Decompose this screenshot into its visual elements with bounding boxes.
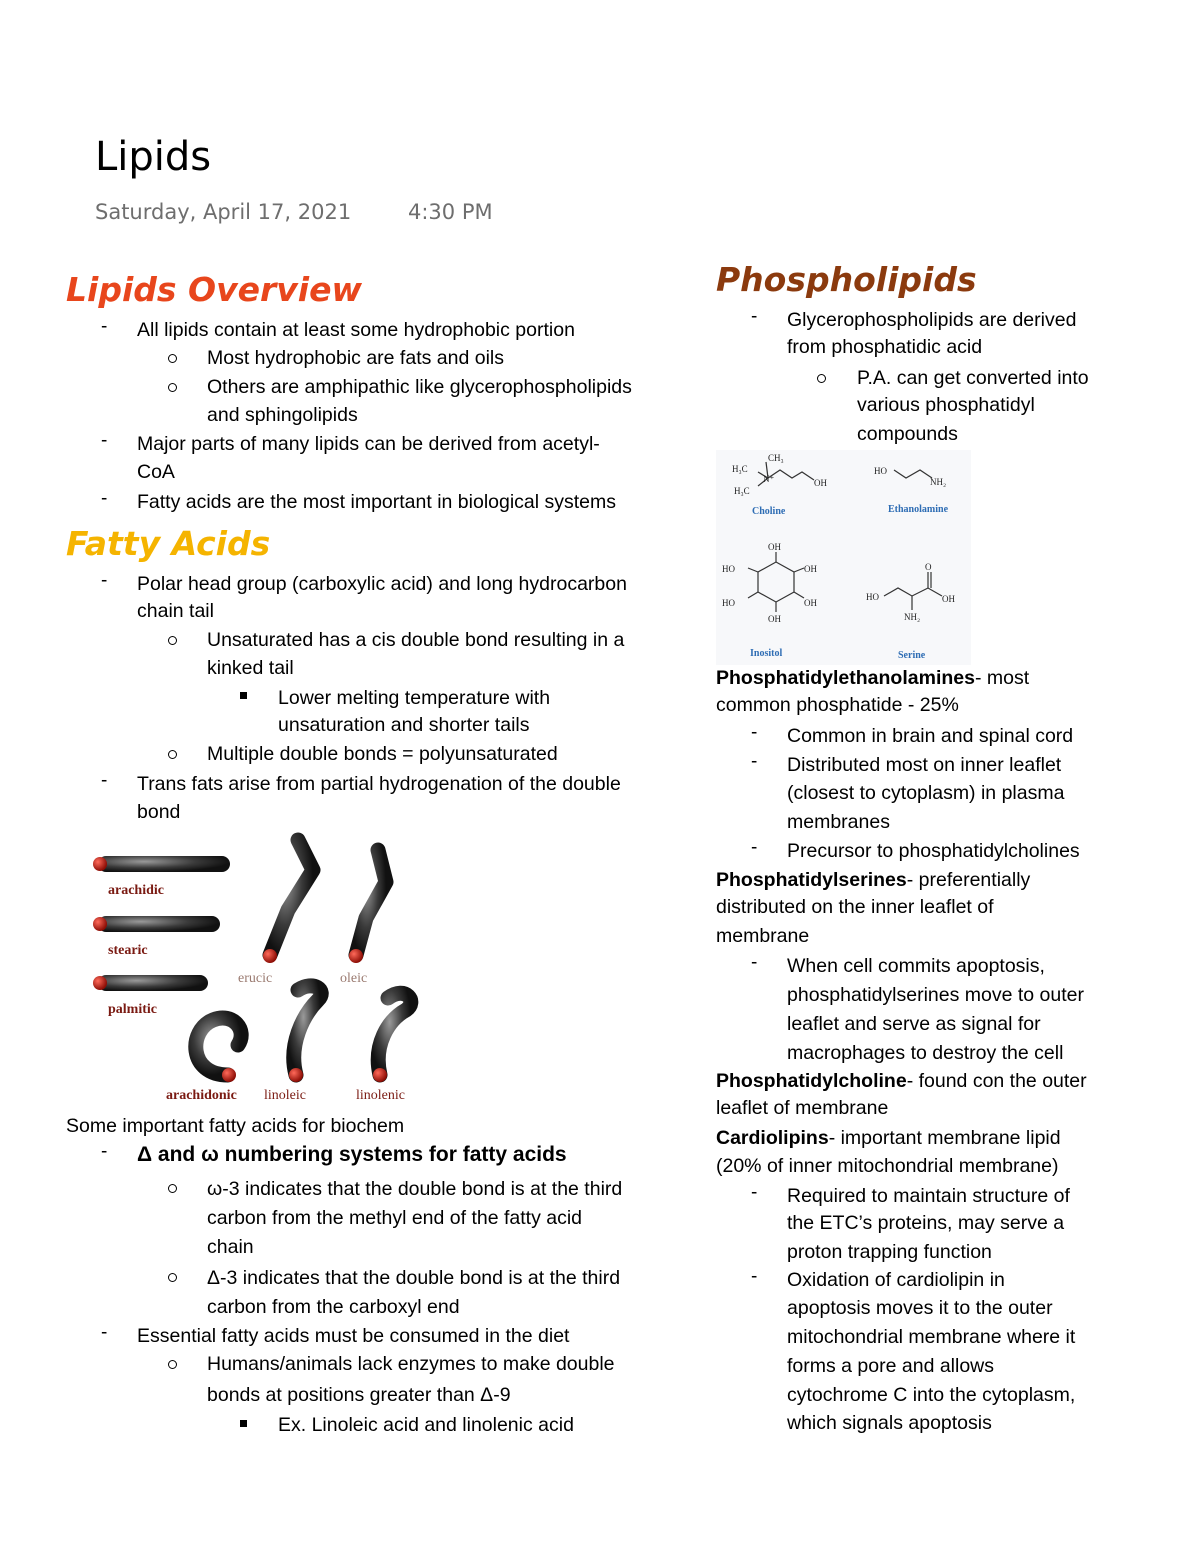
dash-bullet: - <box>101 570 108 591</box>
svg-text:H₃C: H₃C <box>734 486 750 496</box>
erucic-model <box>270 840 313 955</box>
label-erucic: erucic <box>238 971 273 986</box>
fatty-line-5b: bond <box>137 801 181 823</box>
svg-text:OH: OH <box>768 542 781 552</box>
fatty-line-3b: unsaturation and shorter tails <box>278 714 530 736</box>
svg-text:OH: OH <box>942 594 955 604</box>
pc-title-rest: - found con the outer <box>906 1070 1087 1092</box>
essential-line-3: Ex. Linoleic acid and linolenic acid <box>278 1414 574 1436</box>
svg-text:HO: HO <box>722 564 735 574</box>
fatty-line-4: Multiple double bonds = polyunsaturated <box>207 743 558 765</box>
label-inositol: Inositol <box>750 648 783 659</box>
svg-text:H₃C: H₃C <box>732 464 748 474</box>
fatty-line-2a: Unsaturated has a cis double bond resulting in a <box>207 629 625 651</box>
palmitic-model <box>93 975 208 991</box>
lipids-overview-heading: Lipids Overview <box>66 270 362 309</box>
linoleic-model <box>294 986 321 1075</box>
phospho-line-2b: various phosphatidyl <box>857 394 1035 416</box>
oleic-model <box>356 850 386 955</box>
dash-bullet: - <box>101 430 108 451</box>
overview-line-4b: CoA <box>137 461 175 483</box>
pc-heading-line <box>716 1067 1087 1095</box>
figure-caption: Some important fatty acids for biochem <box>66 1115 405 1137</box>
pe-bullet-1: Common in brain and spinal cord <box>787 725 1074 747</box>
cl-bullet-2e: cytochrome C into the cytoplasm, <box>787 1384 1076 1406</box>
dash-bullet: - <box>751 751 758 772</box>
ps-bullet-1a: When cell commits apoptosis, <box>787 955 1045 977</box>
cl-bullet-1b: the ETC’s proteins, may serve a <box>787 1212 1065 1234</box>
pe-title: Phosphatidylethanolamines <box>716 667 975 689</box>
label-arachidic: arachidic <box>108 883 164 898</box>
label-linoleic: linoleic <box>264 1088 306 1103</box>
label-ethanolamine: Ethanolamine <box>888 504 949 515</box>
dash-bullet: - <box>101 1141 108 1162</box>
svg-text:CH₃: CH₃ <box>768 453 784 463</box>
fatty-line-1a: Polar head group (carboxylic acid) and long hydrocarbon <box>137 573 627 595</box>
fatty-line-5a: Trans fats arise from partial hydrogenation of the double <box>137 773 621 795</box>
phospholipids-heading: Phospholipids <box>716 260 977 299</box>
numbering-line-3b: carbon from the carboxyl end <box>207 1296 460 1318</box>
dash-bullet: - <box>751 952 758 973</box>
page-title: Lipids <box>95 134 212 180</box>
phospho-line-1b: from phosphatidic acid <box>787 336 983 358</box>
ps-title: Phosphatidylserines <box>716 869 907 891</box>
circle-bullet <box>817 374 826 383</box>
ps-line-b: distributed on the inner leaflet of <box>716 896 994 918</box>
label-palmitic: palmitic <box>108 1002 157 1017</box>
dash-bullet: - <box>751 837 758 858</box>
label-choline: Choline <box>752 506 786 517</box>
pe-title-rest: - most <box>974 667 1030 689</box>
arachidic-model <box>93 856 230 872</box>
fatty-line-1b: chain tail <box>137 600 214 622</box>
dash-bullet: - <box>101 488 108 509</box>
pe-line-b: common phosphatide - 25% <box>716 694 959 716</box>
dash-bullet: - <box>751 1266 758 1287</box>
numbering-line-2a: ω-3 indicates that the double bond is at the third <box>207 1178 623 1200</box>
circle-bullet <box>168 636 177 645</box>
svg-text:N⁺: N⁺ <box>763 474 775 484</box>
pe-bullet-2a: Distributed most on inner leaflet <box>787 754 1062 776</box>
linolenic-model <box>378 993 411 1075</box>
svg-text:NH₂: NH₂ <box>904 612 921 622</box>
numbering-line-2c: chain <box>207 1236 254 1258</box>
page-date: Saturday, April 17, 2021 <box>95 200 352 224</box>
cl-bullet-2c: mitochondrial membrane where it <box>787 1326 1076 1348</box>
dash-bullet: - <box>751 1182 758 1203</box>
overview-line-1: All lipids contain at least some hydrophobic portion <box>137 319 575 341</box>
dash-bullet: - <box>101 770 108 791</box>
circle-bullet <box>168 1360 177 1369</box>
label-arachidonic: arachidonic <box>166 1088 237 1103</box>
svg-text:HO: HO <box>722 598 735 608</box>
phospho-line-1a: Glycerophospholipids are derived <box>787 309 1077 331</box>
numbering-line-3a: Δ-3 indicates that the double bond is at the third <box>207 1267 621 1289</box>
essential-line-2a: Humans/animals lack enzymes to make double <box>207 1353 615 1375</box>
svg-text:HO: HO <box>874 466 887 476</box>
cl-bullet-2d: forms a pore and allows <box>787 1355 995 1377</box>
arachidonic-model <box>196 1018 241 1075</box>
pe-bullet-3: Precursor to phosphatidylcholines <box>787 840 1080 862</box>
cl-bullet-1a: Required to maintain structure of <box>787 1185 1070 1207</box>
phospho-line-2a: P.A. can get converted into <box>857 367 1089 389</box>
circle-bullet <box>168 1184 177 1193</box>
phospho-line-2c: compounds <box>857 423 958 445</box>
svg-text:NH₂: NH₂ <box>930 477 947 487</box>
ps-bullet-1d: macrophages to destroy the cell <box>787 1042 1064 1064</box>
fatty-acids-heading: Fatty Acids <box>66 524 271 563</box>
ps-bullet-1b: phosphatidylserines move to outer <box>787 984 1085 1006</box>
dash-bullet: - <box>101 316 108 337</box>
overview-line-3b: and sphingolipids <box>207 404 358 426</box>
label-serine: Serine <box>898 650 926 661</box>
overview-line-3a: Others are amphipathic like glycerophospholipids <box>207 376 632 398</box>
circle-bullet <box>168 750 177 759</box>
svg-text:O: O <box>925 562 932 572</box>
fatty-line-3a: Lower melting temperature with <box>278 687 551 709</box>
dash-bullet: - <box>751 306 758 327</box>
dash-bullet: - <box>751 722 758 743</box>
overview-line-2: Most hydrophobic are fats and oils <box>207 347 504 369</box>
svg-text:OH: OH <box>804 598 817 608</box>
cl-line-b: (20% of inner mitochondrial membrane) <box>716 1155 1059 1177</box>
cl-title-rest: - important membrane lipid <box>828 1127 1061 1149</box>
svg-text:OH: OH <box>768 614 781 624</box>
cl-heading-line <box>716 1124 1061 1152</box>
cl-bullet-2f: which signals apoptosis <box>787 1412 992 1434</box>
ps-heading-line <box>716 866 1030 894</box>
cl-bullet-2b: apoptosis moves it to the outer <box>787 1297 1053 1319</box>
ps-line-c: membrane <box>716 925 810 947</box>
svg-text:OH: OH <box>814 478 827 488</box>
label-oleic: oleic <box>340 971 368 986</box>
dash-bullet: - <box>101 1322 108 1343</box>
svg-text:HO: HO <box>866 592 879 602</box>
cl-bullet-1c: proton trapping function <box>787 1241 992 1263</box>
circle-bullet <box>168 1273 177 1282</box>
essential-line-2b: bonds at positions greater than Δ-9 <box>207 1384 511 1406</box>
headgroup-structures-figure <box>716 450 971 665</box>
pe-bullet-2b: (closest to cytoplasm) in plasma <box>787 782 1065 804</box>
square-bullet <box>240 692 247 699</box>
essential-line-1: Essential fatty acids must be consumed in the diet <box>137 1325 570 1347</box>
page-time: 4:30 PM <box>408 200 493 224</box>
svg-text:OH: OH <box>804 564 817 574</box>
circle-bullet <box>168 354 177 363</box>
ps-bullet-1c: leaflet and serve as signal for <box>787 1013 1041 1035</box>
ps-title-rest: - preferentially <box>906 869 1031 891</box>
circle-bullet <box>168 383 177 392</box>
fatty-line-2b: kinked tail <box>207 657 294 679</box>
numbering-line-2b: carbon from the methyl end of the fatty acid <box>207 1207 583 1229</box>
pe-bullet-2c: membranes <box>787 811 890 833</box>
label-linolenic: linolenic <box>356 1088 405 1103</box>
fatty-acid-models-figure <box>88 830 428 1110</box>
square-bullet <box>240 1420 247 1427</box>
stearic-model <box>93 916 220 932</box>
pc-line-b: leaflet of membrane <box>716 1097 889 1119</box>
cl-bullet-2a: Oxidation of cardiolipin in <box>787 1269 1005 1291</box>
pe-heading-line <box>716 664 1029 692</box>
numbering-heading: Δ and ω numbering systems for fatty acids <box>137 1143 567 1166</box>
overview-line-4a: Major parts of many lipids can be derived from acetyl- <box>137 433 600 455</box>
overview-line-5: Fatty acids are the most important in biological systems <box>137 491 617 513</box>
pc-title: Phosphatidylcholine <box>716 1070 907 1092</box>
cl-title: Cardiolipins <box>716 1127 829 1149</box>
label-stearic: stearic <box>108 943 148 958</box>
